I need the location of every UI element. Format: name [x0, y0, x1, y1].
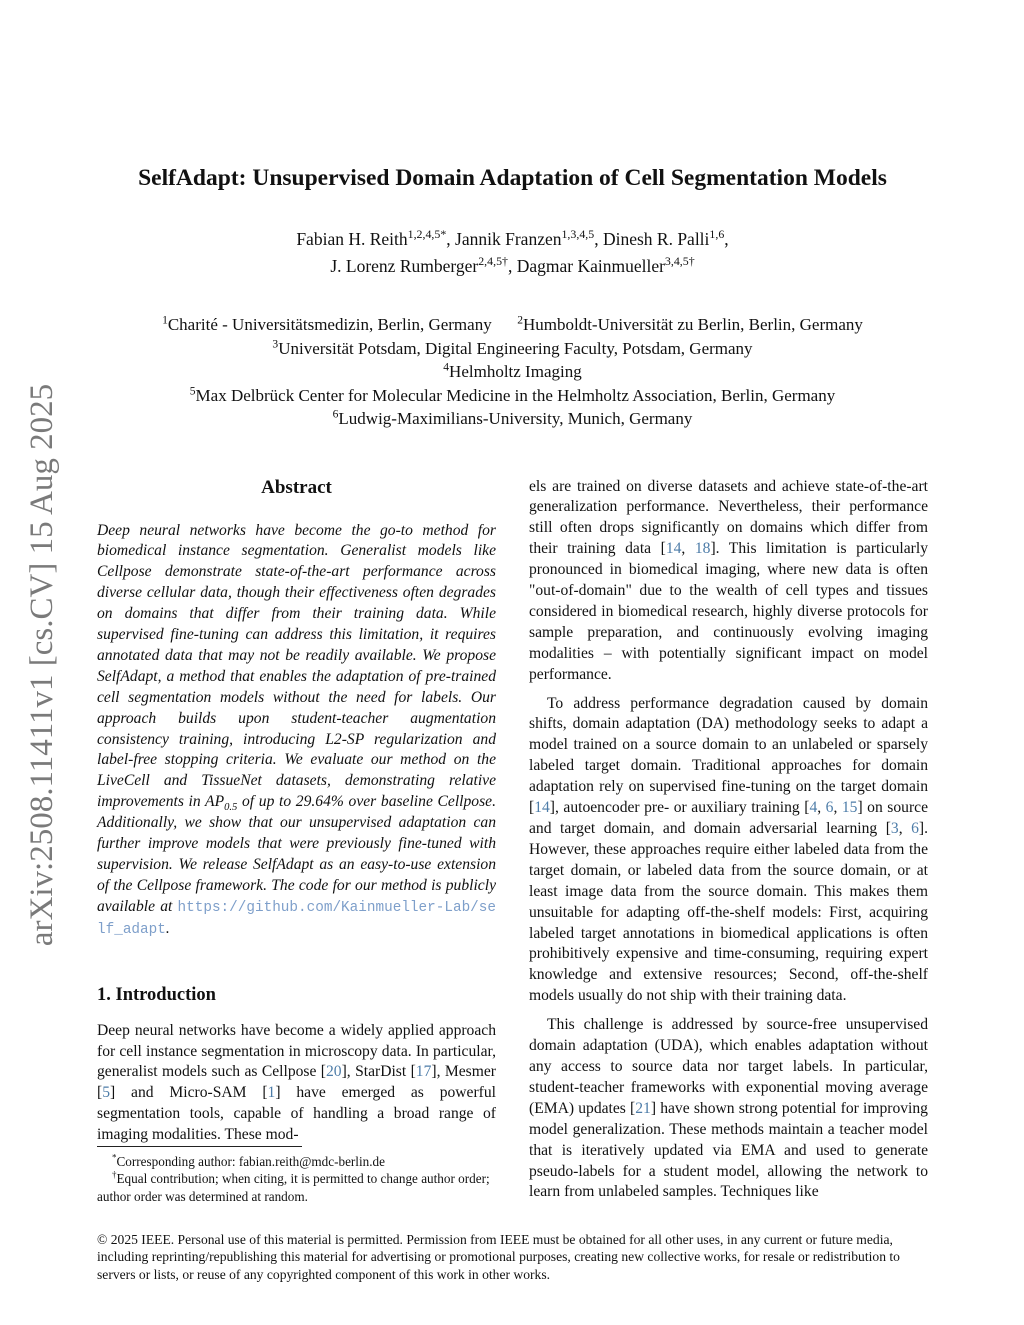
- citation-link[interactable]: 4: [809, 799, 818, 817]
- footnote-divider: [97, 1146, 302, 1147]
- right-column: [529, 477, 928, 1199]
- arxiv-banner: arXiv:2508.11411v1 [cs.CV] 15 Aug 2025: [24, 383, 60, 947]
- citation-link[interactable]: 3: [890, 820, 899, 837]
- copyright-notice: © 2025 IEEE. Personal use of this material is permitted. Permission from IEEE must be obtained for all other uses, in any current or future media, including reprinting/republishing this material for advertising or promotional purposes, creating new collective works, for resale or redistribution to servers or lists, or reuse of any copyrighted component of this work in other works.: [97, 1231, 900, 1282]
- citation-link[interactable]: 18: [694, 540, 711, 558]
- affiliation-line-5: $^6$Ludwig-Maximilians-University, Munich, Germany: [332, 407, 693, 428]
- footnote-block: [97, 1146, 496, 1205]
- citation-link[interactable]: 17: [415, 1063, 432, 1081]
- citation-link[interactable]: 6: [825, 799, 834, 817]
- affiliation-line-3: $^4$Helmholtz Imaging: [443, 360, 582, 381]
- authors-line-2: J. Lorenz Rumberger$^{2,4,5\dagger}$, Dagmar Kainmueller$^{3,4,5\dagger}$: [330, 254, 695, 276]
- affiliation-line-2: $^3$Universität Potsdam, Digital Engineering Faculty, Potsdam, Germany: [272, 336, 753, 358]
- citation-link[interactable]: 14: [665, 540, 682, 558]
- citation-link[interactable]: 1: [267, 1084, 276, 1102]
- citation-link[interactable]: 6: [911, 820, 919, 837]
- affiliation-line-4: $^5$Max Delbrück Center for Molecular Medicine in the Helmholtz Association, Berlin, Germany: [189, 383, 836, 405]
- footnote-corresponding: *Corresponding author: fabian.reith@mdc-berlin.de: [112, 1152, 385, 1170]
- left-column: [97, 476, 496, 1204]
- url-link[interactable]: https://github.com/Kainmueller-Lab/self_adapt: [97, 899, 496, 938]
- citation-link[interactable]: 20: [326, 1063, 342, 1081]
- body-paragraph-1: els are trained on diverse datasets and achieve state-of-the-art generalization performance. Nevertheless, their performance still often drops significantly on domains which differ from their training data [14, 18]. This limitation is particularly pronounced in biomedical imaging, where new data is often "out-of-domain" due to the wealth of cell types and tissues considered in biomedical research, highly diverse protocols for sample preparation, and continuously evolving imaging modalities – with potentially significant impact on model performance.: [529, 477, 928, 683]
- citation-link[interactable]: 21: [635, 1099, 651, 1117]
- citation-link[interactable]: 15: [841, 799, 858, 817]
- abstract-heading: Abstract: [261, 476, 332, 498]
- body-paragraph-3: This challenge is addressed by source-free unsupervised domain adaptation (UDA), which enables adaptation without any access to source data nor target labels. In particular, student-teacher frameworks with exponential moving average (EMA) updates [21] have shown strong potential for improving model generalization. These methods maintain a teacher model that is iteratively updated via EMA and used to generate pseudo-labels for a student model, allowing the network to learn from unlabeled samples. Techniques like: [529, 1016, 928, 1201]
- citation-link[interactable]: 5: [102, 1084, 110, 1102]
- introduction-heading: 1. Introduction: [97, 984, 216, 1005]
- affiliation-block: [97, 313, 928, 431]
- introduction-paragraph: Deep neural networks have become a widely applied approach for cell instance segmentation in microscopy data. In particular, generalist models such as Cellpose [20], StarDist [17], Mesmer [5] and Micro-SAM [1] have emerged as powerful segmentation tools, capable of handling a broad range of imaging modalities. These mod-: [97, 1021, 496, 1144]
- page-title: SelfAdapt: Unsupervised Domain Adaptation of Cell Segmentation Models: [138, 165, 887, 191]
- two-column-layout: [97, 476, 928, 1204]
- footnote-equal-contribution: †Equal contribution; when citing, it is permitted to change author order; author order was determined at random.: [97, 1169, 490, 1204]
- abstract-body: Deep neural networks have become the go-to method for biomedical instance segmentation. Generalist models like Cellpose demonstrate state-of-the-art performance across diverse cellular data, though their effectiveness often degrades on domains that differ from their training data. While supervised fine-tuning can address this limitation, it requires annotated data that may not be readily available. We propose SelfAdapt, a method that enables the adaptation of pre-trained cell segmentation models without the need for labels. Our approach builds upon student-teacher augmentation consistency training, introducing L2-SP regularization and label-free stopping criteria. We evaluate our method on the LiveCell and TissueNet datasets, demonstrating relative improvements in $AP_{0.5}$ of up to 29.64% over baseline Cellpose. Additionally, we show that our unsupervised adaptation can further improve models that were previously fine-tuned with supervision. We release SelfAdapt as an easy-to-use extension of the Cellpose framework. The code for our method is publicly available at https://github.com/Kainmueller-Lab/self_adapt.: [97, 521, 496, 938]
- body-paragraph-2: To address performance degradation caused by domain shifts, domain adaptation (DA) methodology seeks to adapt a model trained on a source domain to an unlabeled or sparsely labeled target domain. Traditional approaches for domain adaptation rely on supervised fine-tuning on the target domain [14], autoencoder pre- or auxiliary training [4, 6, 15] on source and target domain, and domain adversarial learning [3, 6]. However, these approaches require either labeled data from the target domain, or labeled data from the source domain, or at least image data from the source domain. This makes them unsuitable for adapting off-the-shelf models: First, acquiring labeled target annotations in biomedical applications is often prohibitively expensive and time-consuming, requiring expert knowledge and extensive resources; Second, off-the-shelf models usually do not ship with their training data.: [529, 694, 928, 1005]
- affiliation-line-1: $^1$Charité - Universitätsmedizin, Berlin, Germany $^2$Humboldt-Universität zu Berlin, Berlin, Germany: [162, 313, 863, 334]
- author-block: [97, 226, 928, 280]
- authors-line-1: Fabian H. Reith$^{1,2,4,5*}$, Jannik Franzen$^{1,3,4,5}$, Dinesh R. Palli$^{1,6}$,: [296, 227, 729, 249]
- citation-link[interactable]: 14: [534, 799, 550, 817]
